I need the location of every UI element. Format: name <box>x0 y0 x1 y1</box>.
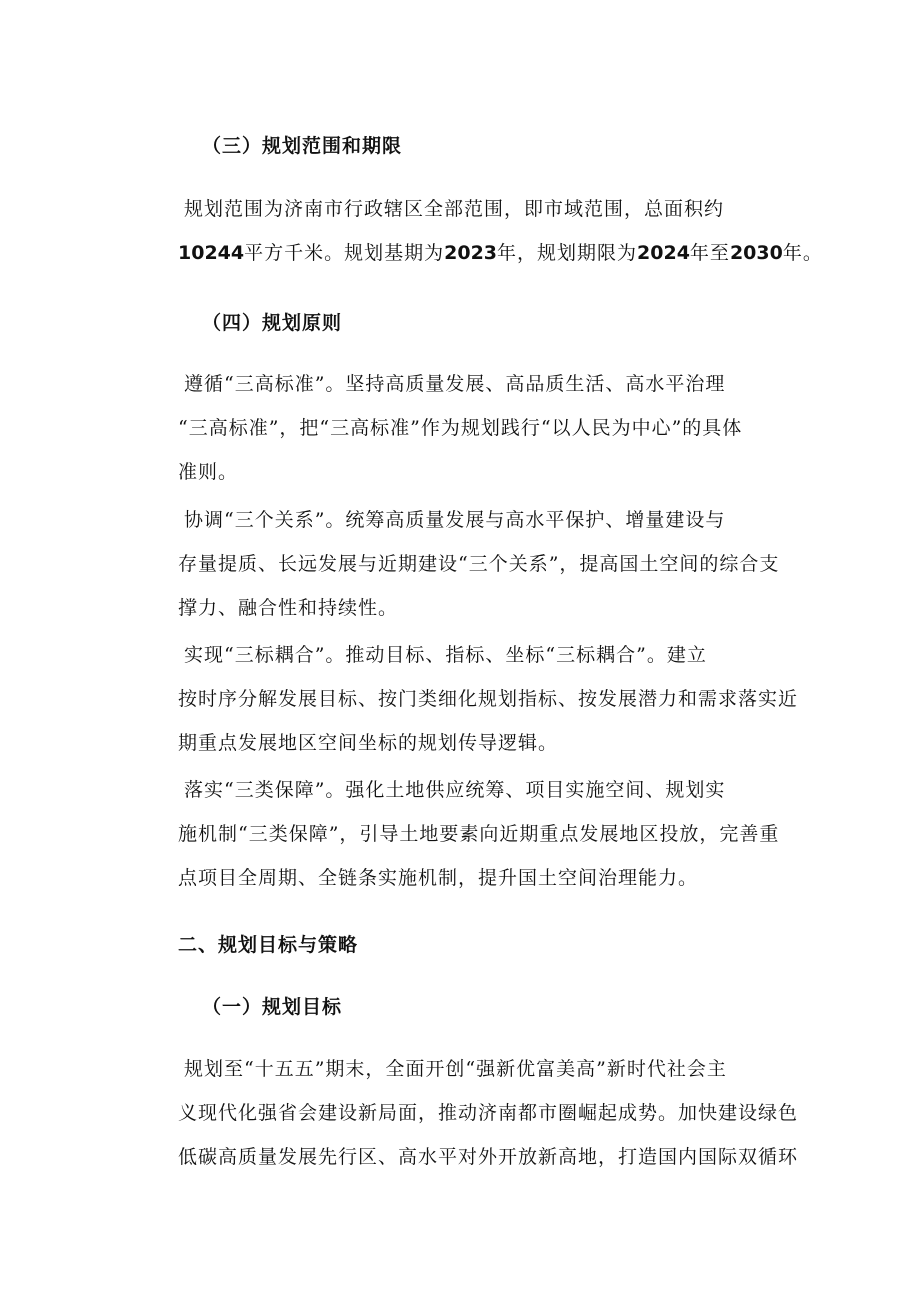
paragraph-line: 按时序分解发展目标、按门类细化规划指标、按发展潜力和需求落实近 <box>178 688 799 710</box>
paragraph-line: 期重点发展地区空间坐标的规划传导逻辑。 <box>178 732 559 754</box>
paragraph-line <box>178 231 823 275</box>
paragraph-line: 规划至“十五五”期末，全面开创“强新优富美高”新时代社会主 <box>184 1058 727 1080</box>
start-year-value: 2024 <box>637 242 690 264</box>
area-value: 10244 <box>178 242 245 264</box>
paragraph-principle-1 <box>178 362 783 494</box>
chapter-heading-goals-and-strategies: 二、规划目标与策略 <box>178 934 359 956</box>
base-year-value: 2023 <box>444 242 498 264</box>
end-year-value: 2030 <box>729 242 783 264</box>
paragraph-line: 实现“三标耦合”。推动目标、指标、坐标“三标耦合”。建立 <box>184 644 707 666</box>
paragraph-principle-4 <box>178 768 783 900</box>
section-heading-goals: （一）规划目标 <box>202 996 343 1018</box>
paragraph-principle-3 <box>178 633 799 765</box>
paragraph-line: 施机制“三类保障”，引导土地要素向近期重点发展地区投放，完善重 <box>178 823 780 845</box>
text-fragment: 年，规划期限为 <box>497 242 638 264</box>
paragraph-line: 遵循“三高标准”。坚持高质量发展、高品质生活、高水平治理 <box>184 373 726 395</box>
paragraph-line: “三高标准”，把“三高标准”作为规划践行“以人民为中心”的具体 <box>178 417 743 439</box>
paragraph-goals <box>178 1047 799 1179</box>
text-fragment: 年至 <box>689 242 730 264</box>
paragraph-line: 落实“三类保障”。强化土地供应统筹、项目实施空间、规划实 <box>184 779 726 801</box>
paragraph-scope <box>178 187 823 275</box>
paragraph-line: 撑力、融合性和持续性。 <box>178 597 399 619</box>
paragraph-line: 规划范围为济南市行政辖区全部范围，即市域范围，总面积约 <box>184 198 725 220</box>
section-heading-principles: （四）规划原则 <box>202 312 343 334</box>
text-fragment: 年。 <box>782 242 823 264</box>
paragraph-principle-2 <box>178 498 783 630</box>
paragraph-line: 义现代化强省会建设新局面，推动济南都市圈崛起成势。加快建设绿色 <box>178 1102 799 1124</box>
section-heading-scope-and-period: （三）规划范围和期限 <box>202 135 403 157</box>
text-fragment: 平方千米。规划基期为 <box>244 242 445 264</box>
paragraph-line: 存量提质、长远发展与近期建设“三个关系”，提高国土空间的综合支 <box>178 553 780 575</box>
paragraph-line: 准则。 <box>178 461 239 483</box>
paragraph-line: 低碳高质量发展先行区、高水平对外开放新高地，打造国内国际双循环 <box>178 1146 799 1168</box>
paragraph-line: 点项目全周期、全链条实施机制，提升国土空间治理能力。 <box>178 867 699 889</box>
paragraph-line: 协调“三个关系”。统筹高质量发展与高水平保护、增量建设与 <box>184 509 726 531</box>
